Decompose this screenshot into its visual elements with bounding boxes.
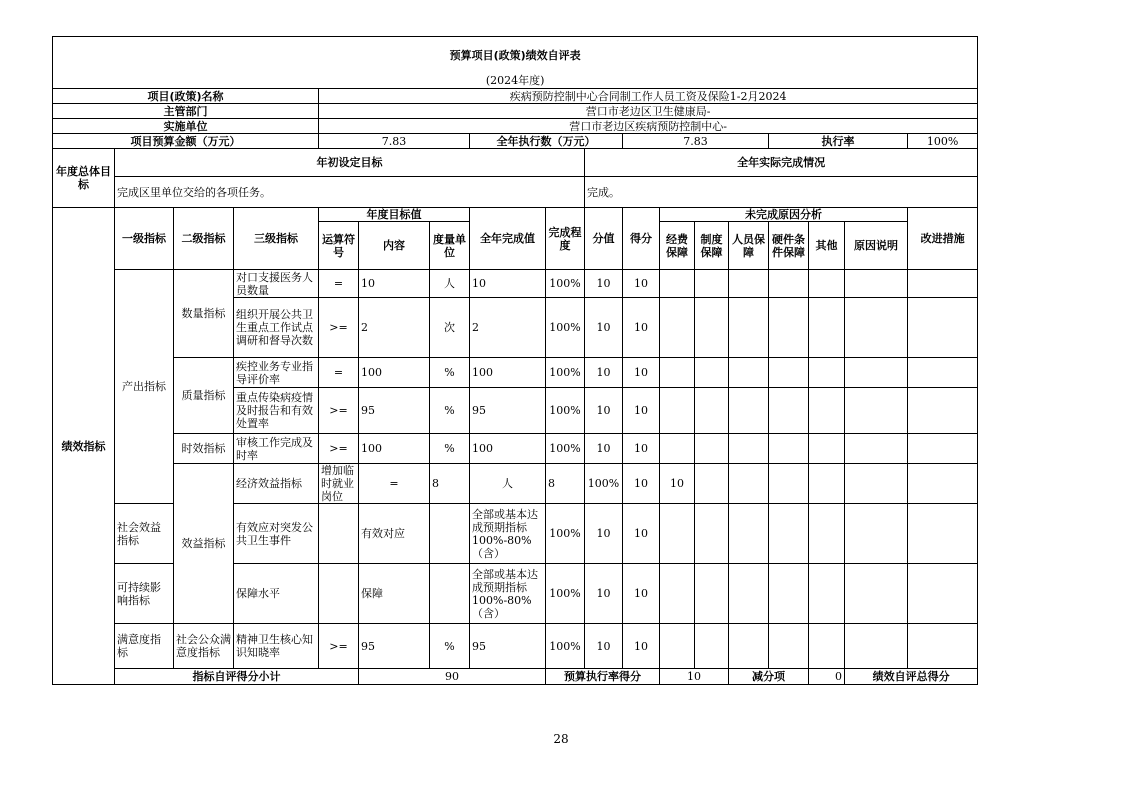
score-cell: 10 — [623, 564, 660, 624]
degree-cell: 100% — [546, 358, 585, 388]
score-cell: 10 — [623, 504, 660, 564]
score-header: 得分 — [623, 208, 660, 270]
satisfaction-indicator-group: 满意度指标 — [115, 624, 174, 669]
operator-cell: >= — [319, 388, 359, 434]
table-row — [53, 624, 978, 669]
project-name-value: 疾病预防控制中心合同制工作人员工资及保险1-2月2024 — [319, 89, 978, 104]
score-cell: 10 — [623, 270, 660, 298]
table-row — [53, 358, 978, 388]
operator-cell — [319, 504, 359, 564]
operator-cell: >= — [319, 434, 359, 464]
budget-score-value: 10 — [660, 669, 729, 685]
public-satisfaction-indicator-group: 社会公众满意度指标 — [174, 624, 234, 669]
degree-cell: 100% — [546, 564, 585, 624]
unit-cell: % — [430, 434, 470, 464]
value-cell: 10 — [585, 624, 623, 669]
level3-header: 三级指标 — [234, 208, 319, 270]
degree-cell: 100% — [546, 624, 585, 669]
timeliness-indicator-group: 时效指标 — [174, 434, 234, 464]
page-number: 28 — [553, 732, 569, 746]
value-cell: 10 — [585, 434, 623, 464]
sustainable-indicator-group: 可持续影响指标 — [115, 564, 174, 624]
content-cell: 有效对应 — [359, 504, 430, 564]
deduct-label: 减分项 — [729, 669, 809, 685]
rate-label: 执行率 — [769, 134, 908, 149]
dept-value: 营口市老边区卫生健康局- — [319, 104, 978, 119]
value-cell: 10 — [585, 298, 623, 358]
quantity-indicator-group: 数量指标 — [174, 270, 234, 358]
operator-cell: = — [319, 358, 359, 388]
annual-target-header: 年度目标值 — [319, 208, 470, 222]
perf-indicator-label: 绩效指标 — [53, 208, 115, 685]
form-title: 预算项目(政策)绩效自评表 — [53, 37, 978, 74]
score-cell: 10 — [623, 434, 660, 464]
content-cell: 8 — [430, 464, 470, 504]
initial-goal-header: 年初设定目标 — [115, 149, 585, 177]
unit-cell — [430, 564, 470, 624]
content-cell: 95 — [359, 388, 430, 434]
score-cell: 10 — [623, 624, 660, 669]
level3-cell: 有效应对突发公共卫生事件 — [234, 504, 319, 564]
rate-value: 100% — [908, 134, 978, 149]
value-cell: 10 — [623, 464, 660, 504]
budget-score-label: 预算执行率得分 — [546, 669, 660, 685]
degree-cell: 100% — [546, 270, 585, 298]
annual-goal-label: 年度总体目标 — [53, 149, 115, 208]
reason-system-header: 制度保障 — [695, 222, 729, 270]
unit-cell: 人 — [470, 464, 546, 504]
reason-note-header: 原因说明 — [845, 222, 908, 270]
project-name-label: 项目(政策)名称 — [53, 89, 319, 104]
value-cell: 10 — [585, 564, 623, 624]
subtotal-label: 指标自评得分小计 — [115, 669, 359, 685]
level3-cell: 精神卫生核心知识知晓率 — [234, 624, 319, 669]
operator-cell: = — [319, 270, 359, 298]
dept-label: 主管部门 — [53, 104, 319, 119]
level3-cell: 对口支援医务人员数量 — [234, 270, 319, 298]
content-cell: 100 — [359, 358, 430, 388]
operator-cell — [319, 564, 359, 624]
level1-header: 一级指标 — [115, 208, 174, 270]
subtotal-value: 90 — [359, 669, 546, 685]
degree-header: 完成程度 — [546, 208, 585, 270]
unit-cell: 次 — [430, 298, 470, 358]
degree-cell: 100% — [546, 388, 585, 434]
unit-cell: % — [430, 388, 470, 434]
performance-self-evaluation-table — [52, 36, 978, 685]
actual-cell: 8 — [546, 464, 585, 504]
score-cell: 10 — [623, 388, 660, 434]
executed-label: 全年执行数（万元） — [470, 134, 623, 149]
value-cell: 10 — [585, 388, 623, 434]
table-row — [53, 434, 978, 464]
output-indicator-group: 产出指标 — [115, 270, 174, 504]
degree-cell: 100% — [585, 464, 623, 504]
improve-header: 改进措施 — [908, 208, 978, 270]
reasons-header: 未完成原因分析 — [660, 208, 908, 222]
level3-cell: 疾控业务专业指导评价率 — [234, 358, 319, 388]
measure-unit-header: 度量单位 — [430, 222, 470, 270]
score-value-header: 分值 — [585, 208, 623, 270]
actual-cell: 95 — [470, 388, 546, 434]
quality-indicator-group: 质量指标 — [174, 358, 234, 434]
level3-cell: 增加临时就业岗位 — [319, 464, 359, 504]
content-cell: 10 — [359, 270, 430, 298]
operator-cell: >= — [319, 624, 359, 669]
content-cell: 保障 — [359, 564, 430, 624]
actual-completion-header: 全年实际完成情况 — [585, 149, 978, 177]
degree-cell: 100% — [546, 298, 585, 358]
score-cell: 10 — [660, 464, 695, 504]
actual-cell: 95 — [470, 624, 546, 669]
unit-cell: % — [430, 624, 470, 669]
score-cell: 10 — [623, 298, 660, 358]
budget-value: 7.83 — [319, 134, 470, 149]
reason-funding-header: 经费保障 — [660, 222, 695, 270]
content-header: 内容 — [359, 222, 430, 270]
actual-cell: 100 — [470, 358, 546, 388]
initial-goal-text: 完成区里单位交给的各项任务。 — [115, 177, 585, 208]
total-score-label: 绩效自评总得分 — [845, 669, 978, 685]
unit-cell — [430, 504, 470, 564]
content-cell: 95 — [359, 624, 430, 669]
operator-cell: = — [359, 464, 430, 504]
table-row — [53, 270, 978, 298]
reason-other-header: 其他 — [809, 222, 845, 270]
deduct-value: 0 — [809, 669, 845, 685]
value-cell: 10 — [585, 270, 623, 298]
operator-header: 运算符号 — [319, 222, 359, 270]
benefit-indicator-group: 效益指标 — [174, 464, 234, 624]
degree-cell: 100% — [546, 434, 585, 464]
actual-completion-text: 完成。 — [585, 177, 978, 208]
value-cell: 10 — [585, 358, 623, 388]
actual-cell: 全部或基本达成预期指标100%-80%（含） — [470, 564, 546, 624]
unit-cell: % — [430, 358, 470, 388]
level3-cell: 重点传染病疫情及时报告和有效处置率 — [234, 388, 319, 434]
social-indicator-group: 社会效益指标 — [115, 504, 174, 564]
reason-hardware-header: 硬件条件保障 — [769, 222, 809, 270]
level3-cell: 组织开展公共卫生重点工作试点调研和督导次数 — [234, 298, 319, 358]
actual-cell: 10 — [470, 270, 546, 298]
unit-label: 实施单位 — [53, 119, 319, 134]
table-row — [53, 464, 978, 504]
reason-staff-header: 人员保障 — [729, 222, 769, 270]
actual-cell: 2 — [470, 298, 546, 358]
actual-cell: 全部或基本达成预期指标100%-80%（含） — [470, 504, 546, 564]
content-cell: 2 — [359, 298, 430, 358]
economic-indicator-group: 经济效益指标 — [234, 464, 319, 504]
level2-header: 二级指标 — [174, 208, 234, 270]
unit-cell: 人 — [430, 270, 470, 298]
score-cell: 10 — [623, 358, 660, 388]
value-cell: 10 — [585, 504, 623, 564]
degree-cell: 100% — [546, 504, 585, 564]
budget-label: 项目预算金额（万元） — [53, 134, 319, 149]
actual-value-header: 全年完成值 — [470, 208, 546, 270]
unit-value: 营口市老边区疾病预防控制中心- — [319, 119, 978, 134]
level3-cell: 审核工作完成及时率 — [234, 434, 319, 464]
actual-cell: 100 — [470, 434, 546, 464]
operator-cell: >= — [319, 298, 359, 358]
level3-cell: 保障水平 — [234, 564, 319, 624]
content-cell: 100 — [359, 434, 430, 464]
executed-value: 7.83 — [623, 134, 769, 149]
form-year: (2024年度) — [53, 74, 978, 89]
